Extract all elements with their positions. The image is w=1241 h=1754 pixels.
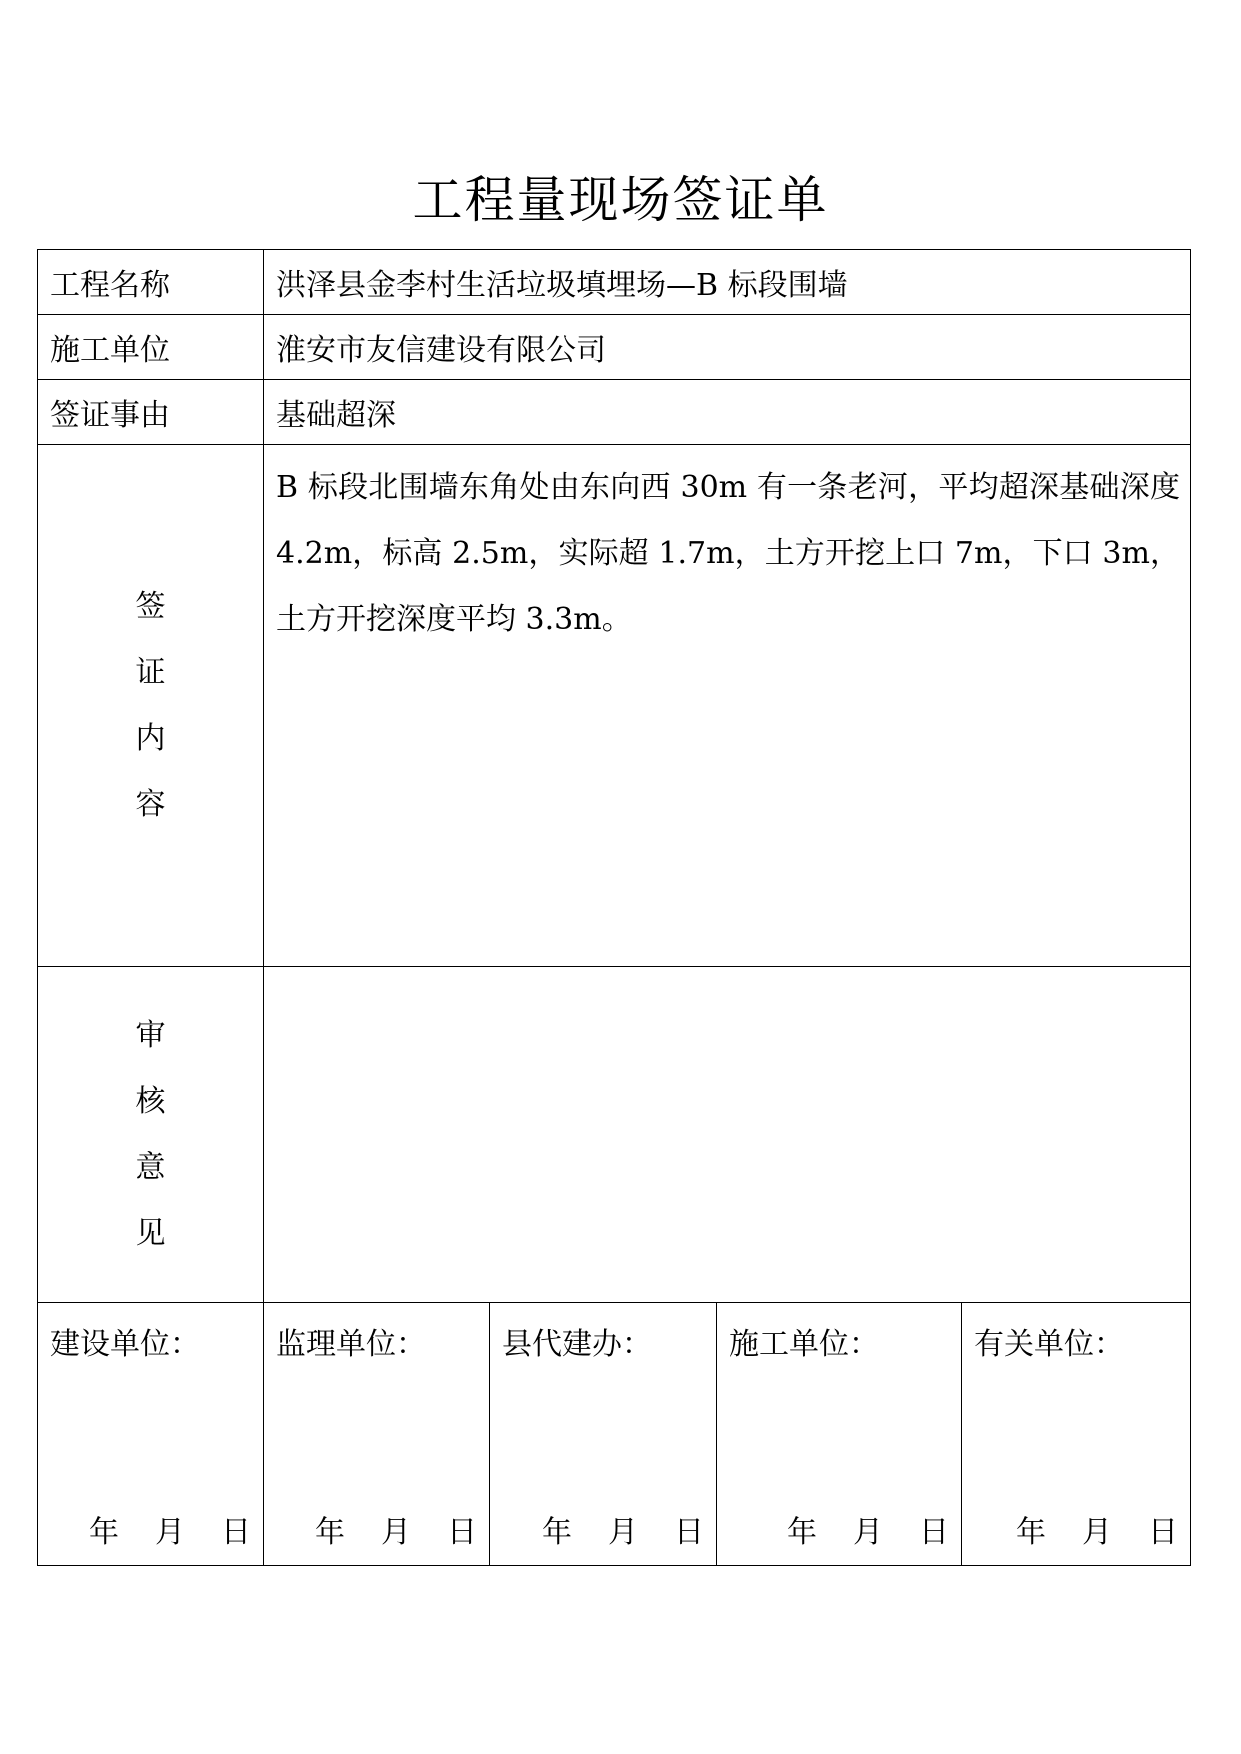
project-name-label: 工程名称	[38, 250, 264, 315]
signature-label: 施工单位：	[729, 1327, 879, 1362]
year-label: 年	[89, 1515, 119, 1550]
project-name-row	[38, 250, 1191, 315]
review-label	[38, 967, 264, 1303]
date-line	[38, 1507, 263, 1551]
signature-cell-contractor	[717, 1303, 962, 1566]
signature-label: 有关单位：	[974, 1327, 1124, 1362]
date-line	[717, 1507, 961, 1551]
content-label-char: 证	[135, 654, 166, 690]
contractor-row	[38, 315, 1191, 380]
contractor-value: 淮安市友信建设有限公司	[264, 315, 1191, 380]
day-label: 日	[919, 1515, 949, 1550]
year-label: 年	[787, 1515, 817, 1550]
review-label-char: 核	[135, 1083, 166, 1119]
day-label: 日	[674, 1515, 704, 1550]
signature-cell-supervisor	[264, 1303, 490, 1566]
content-label-char: 签	[135, 588, 166, 624]
month-label: 月	[853, 1515, 883, 1550]
signature-cell-related	[962, 1303, 1191, 1566]
signature-label: 建设单位：	[50, 1327, 200, 1362]
signature-label: 县代建办：	[502, 1327, 652, 1362]
page-title: 工程量现场签证单	[412, 171, 829, 229]
contractor-label: 施工单位	[38, 315, 264, 380]
content-label	[38, 445, 264, 967]
review-text	[264, 967, 1191, 1303]
year-label: 年	[1016, 1515, 1047, 1550]
date-line	[490, 1507, 716, 1551]
reason-value: 基础超深	[264, 380, 1191, 445]
content-label-char: 容	[135, 786, 166, 822]
year-label: 年	[542, 1515, 572, 1550]
review-label-char: 意	[135, 1149, 166, 1185]
content-row	[38, 445, 1191, 967]
signature-cell-owner	[38, 1303, 264, 1566]
review-label-char: 审	[135, 1017, 166, 1053]
month-label: 月	[1082, 1515, 1113, 1550]
reason-label: 签证事由	[38, 380, 264, 445]
content-label-char: 内	[135, 720, 166, 756]
month-label: 月	[381, 1515, 411, 1550]
review-label-char: 见	[135, 1215, 166, 1251]
day-label: 日	[221, 1515, 251, 1550]
year-label: 年	[315, 1515, 345, 1550]
content-text: B 标段北围墙东角处由东向西 30m 有一条老河，平均超深基础深度 4.2m，标高 2.5m，实际超 1.7m，土方开挖上口 7m，下口 3m，土方开挖深度平均 3.3m。	[264, 445, 1191, 967]
month-label: 月	[608, 1515, 638, 1550]
signature-cell-county-office	[490, 1303, 717, 1566]
month-label: 月	[155, 1515, 185, 1550]
signature-row	[38, 1303, 1191, 1566]
reason-row	[38, 380, 1191, 445]
signature-label: 监理单位：	[276, 1327, 426, 1362]
review-row	[38, 967, 1191, 1303]
date-line	[962, 1507, 1190, 1551]
date-line	[264, 1507, 489, 1551]
visa-form-table	[37, 249, 1191, 1566]
day-label: 日	[1148, 1515, 1179, 1550]
day-label: 日	[447, 1515, 477, 1550]
project-name-value: 洪泽县金李村生活垃圾填埋场—B 标段围墙	[264, 250, 1191, 315]
